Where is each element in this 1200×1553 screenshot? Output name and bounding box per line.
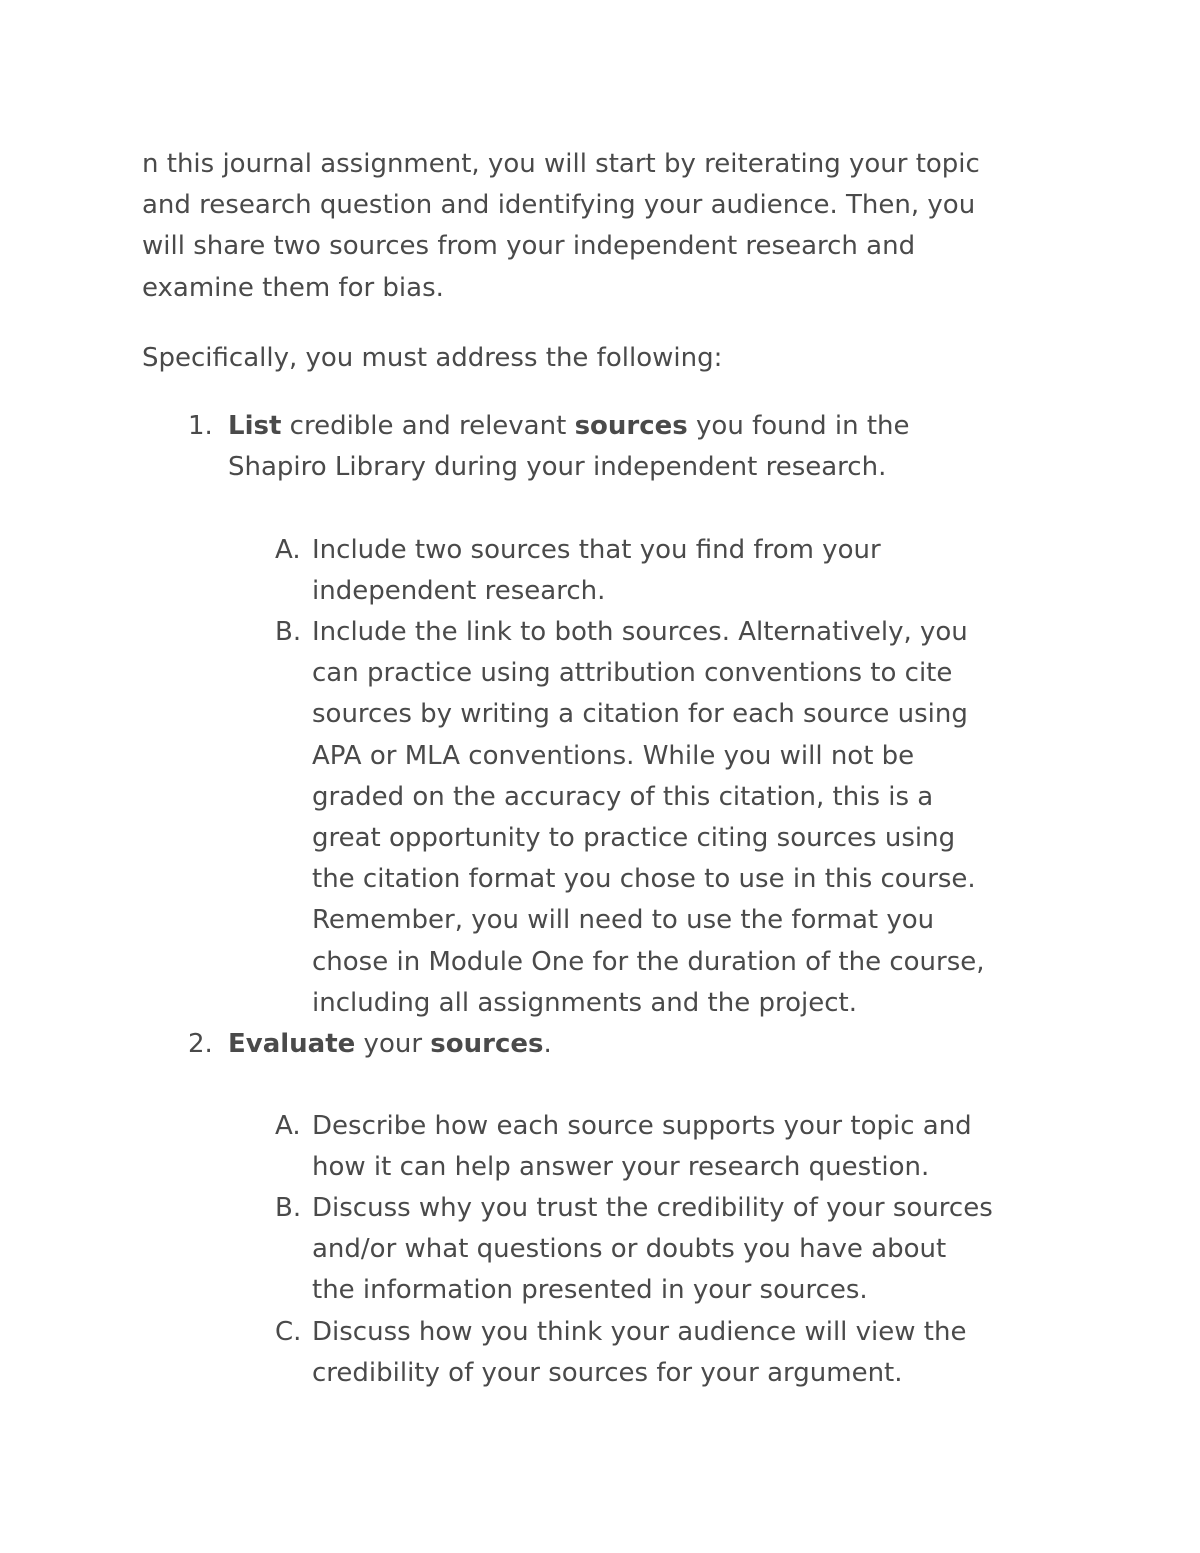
sub-letter: B. [275,1193,302,1223]
list-verb: List [228,411,282,441]
sub-line: can practice using attribution conventions to cite [312,658,953,689]
sub-line: graded on the accuracy of this citation, this is a [312,781,934,812]
sub-line: Describe how each source supports your topic and [312,1111,972,1141]
list-verb: Evaluate [228,1029,356,1059]
sub-line: chose in Module One for the duration of the course, [312,946,985,977]
sub-line: Discuss how you think your audience will view the [312,1317,967,1347]
list-item-line: Shapiro Library during your independent research. [228,452,887,483]
sub-line: the citation format you chose to use in this course. [312,864,976,895]
list-text: . [543,1029,552,1059]
sub-item-1b [275,612,985,1024]
lead-paragraph: Specifically, you must address the following: [142,343,723,373]
sub-letter: A. [275,1111,301,1141]
sub-line: APA or MLA conventions. While you will not be [312,740,915,771]
list-item-line [228,1024,552,1065]
sub-letter: C. [275,1317,302,1347]
sub-line: independent research. [312,576,606,607]
list-number: 1. [188,411,213,441]
sub-line: great opportunity to practice citing sources using [312,823,956,854]
sub-line: and/or what questions or doubts you have about [312,1234,947,1265]
list-text: credible and relevant [281,411,575,441]
list-item-2 [188,1024,552,1065]
list-text: your [355,1029,431,1059]
sub-line: how it can help answer your research question. [312,1152,930,1183]
sub-letter: B. [275,617,302,647]
sub-line: Include two sources that you find from your [312,535,881,565]
sub-item-2b [275,1188,993,1312]
sub-line: sources by writing a citation for each source using [312,699,968,730]
list-item-line [228,406,910,447]
intro-line: and research question and identifying your audience. Then, you [142,190,976,221]
sub-item-2c [275,1312,967,1394]
sub-line: Discuss why you trust the credibility of your sources [312,1193,993,1223]
list-noun: sources [574,411,688,441]
intro-line: examine them for bias. [142,272,444,303]
sub-line: credibility of your sources for your argument. [312,1358,903,1389]
intro-line: will share two sources from your independent research and [142,231,916,262]
sub-line: Remember, you will need to use the format you [312,905,935,936]
list-noun: sources [430,1029,544,1059]
sub-letter: A. [275,535,301,565]
sub-line: Include the link to both sources. Alternatively, you [312,617,968,647]
sub-item-1a [275,530,881,612]
intro-paragraph [142,144,980,309]
sub-line: including all assignments and the project. [312,987,857,1018]
list-text: you found in the [687,411,910,441]
sub-line: the information presented in your sources. [312,1275,868,1306]
sub-item-2a [275,1106,972,1188]
list-number: 2. [188,1029,213,1059]
intro-line: n this journal assignment, you will start by reiterating your topic [142,149,980,179]
list-item-1 [188,406,910,488]
